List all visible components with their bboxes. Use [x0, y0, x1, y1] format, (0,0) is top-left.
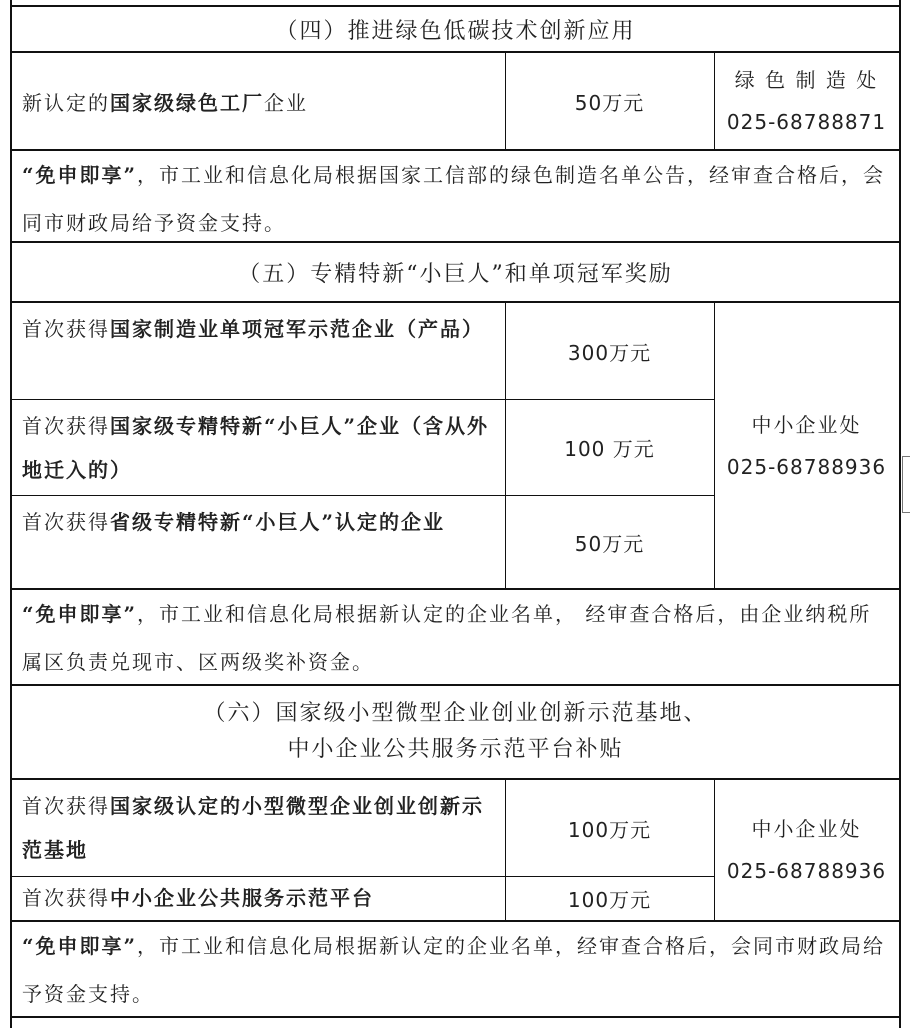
note-bold: “免申即享”	[22, 163, 138, 187]
section-6-items	[12, 780, 899, 922]
policy-table	[10, 0, 901, 1028]
section-4-contact	[714, 53, 899, 149]
section-5-amount-1: 300万元	[505, 303, 714, 400]
section-5-item-2: 首次获得国家级专精特新“小巨人”企业（含从外地迁入的）	[12, 400, 505, 496]
page-edge-mark	[902, 456, 910, 457]
section-5-note-row	[12, 590, 899, 686]
item-suffix: 企业	[264, 91, 308, 115]
section-5-title: （五）专精特新“小巨人”和单项冠军奖励	[238, 261, 673, 287]
section-5-contact	[714, 303, 899, 588]
section-6-note-row	[12, 922, 899, 1018]
section-6-amount-2: 100万元	[567, 888, 652, 912]
page-edge-line	[902, 456, 903, 512]
section-5-items	[12, 303, 899, 590]
section-5-item-3: 首次获得省级专精特新“小巨人”认定的企业	[22, 510, 446, 534]
item-bold: 国家级绿色工厂	[110, 91, 264, 115]
contact-phone: 025-68788936	[726, 859, 887, 883]
section-5-item-1: 首次获得国家制造业单项冠军示范企业（产品）	[12, 303, 505, 400]
section-4-title: （四）推进绿色低碳技术创新应用	[275, 18, 636, 44]
contact-phone: 025-68788871	[726, 110, 887, 134]
section-6-item-1: 首次获得国家级认定的小型微型企业创业创新示范基地	[12, 780, 505, 877]
section-6-title-line-1: （六）国家级小型微型企业创业创新示范基地、	[203, 701, 708, 726]
contact-name: 绿 色 制 造 处	[734, 68, 879, 92]
section-4-item-row	[12, 53, 899, 151]
note-text: ，市工业和信息化局根据新认定的企业名单，经审查合格后，会同市财政局给予资金支持。	[22, 934, 886, 1006]
section-6-title-row	[12, 686, 899, 780]
item-prefix: 新认定的	[22, 91, 110, 115]
section-5-title-row	[12, 243, 899, 303]
note-bold: “免申即享”	[22, 602, 138, 626]
section-4-note-row	[12, 151, 899, 243]
section-4-amount: 50万元	[574, 90, 645, 115]
note-text: ，市工业和信息化局根据国家工信部的绿色制造名单公告，经审查合格后，会同市财政局给予资金支持。	[22, 163, 886, 235]
section-5-amount-2: 100 万元	[505, 400, 714, 496]
contact-name: 中小企业处	[751, 817, 862, 841]
section-4-item	[12, 53, 505, 149]
page-edge-mark	[902, 512, 910, 513]
section-6-title-line-2: 中小企业公共服务示范平台补贴	[287, 737, 624, 762]
note-bold: “免申即享”	[22, 934, 138, 958]
contact-phone: 025-68788936	[726, 454, 887, 479]
section-6-item-2: 首次获得中小企业公共服务示范平台	[22, 886, 374, 910]
note-text: ，市工业和信息化局根据新认定的企业名单， 经审查合格后，由企业纳税所属区负责兑现市、区两级奖补资金。	[22, 602, 872, 674]
section-5-amount-3: 50万元	[574, 531, 645, 556]
section-6-contact	[714, 780, 899, 920]
contact-name: 中小企业处	[751, 412, 862, 437]
section-6-amount-1: 100万元	[505, 780, 714, 877]
section-4-title-row	[12, 5, 899, 53]
